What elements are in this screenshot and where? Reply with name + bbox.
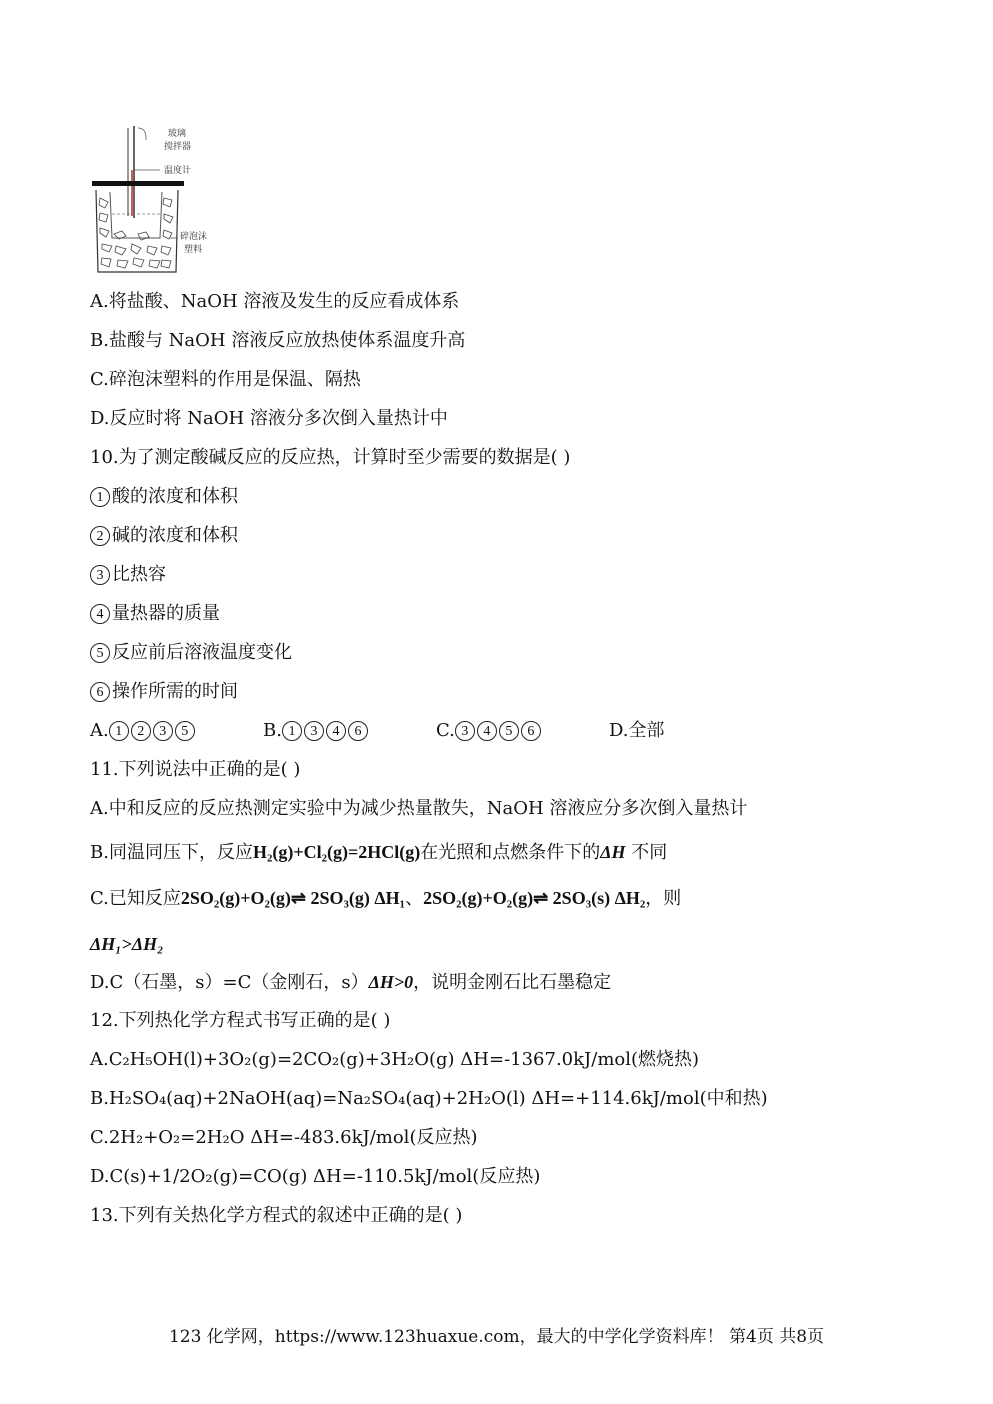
equation: 2SO₂(g)+O₂(g)⇌ 2SO₃(s) ΔH₂ (423, 888, 646, 908)
q9-option-a: A.将盐酸、NaOH 溶液及发生的反应看成体系 (90, 291, 460, 312)
calorimeter-figure (88, 118, 238, 284)
q9-option-c: C.碎泡沫塑料的作用是保温、隔热 (90, 369, 361, 390)
q10-item-text: 量热器的质量 (112, 603, 220, 624)
q11-option-c-relation: ΔH₁>ΔH₂ (90, 934, 164, 954)
q12-stem: 12.下列热化学方程式书写正确的是( ) (90, 1010, 391, 1031)
circled-number: 1 (90, 487, 110, 507)
circled-number: 2 (131, 721, 151, 741)
q10-option-a (90, 719, 263, 743)
circled-number: 3 (304, 721, 324, 741)
page-footer: 123 化学网，https://www.123huaxue.com，最大的中学化学资料库！ 第4页 共8页 (168, 1327, 825, 1347)
q10-item (90, 485, 238, 509)
q10-options (90, 719, 665, 743)
q11-stem: 11.下列说法中正确的是( ) (90, 759, 301, 780)
option-label: C. (436, 720, 455, 741)
text-segment: ，说明金刚石比石墨稳定 (413, 972, 612, 993)
circled-number: 1 (109, 721, 129, 741)
q10-item-text: 反应前后溶液温度变化 (112, 642, 292, 663)
label-stirrer: 搅拌器 (164, 142, 192, 152)
q10-item-text: 比热容 (112, 564, 166, 585)
q10-item (90, 524, 238, 548)
q12-option-d: D.C(s)+1/2O₂(g)=CO(g) ΔH=-110.5kJ/mol(反应热) (90, 1166, 541, 1187)
label-foam: 碎泡沫 (180, 232, 208, 242)
text-segment: 不同 (625, 842, 668, 863)
text-segment: C.已知反应 (90, 888, 181, 909)
circled-number: 6 (521, 721, 541, 741)
circled-number: 5 (175, 721, 195, 741)
q10-option-d: D.全部 (609, 720, 665, 741)
circled-number: 4 (477, 721, 497, 741)
option-label: A. (90, 720, 109, 741)
text-segment: 、 (405, 888, 424, 909)
q12-option-c: C.2H₂+O₂=2H₂O ΔH=-483.6kJ/mol(反应热) (90, 1127, 478, 1148)
circled-number: 5 (499, 721, 519, 741)
q10-item (90, 680, 238, 704)
text-segment: ，则 (645, 888, 682, 909)
equation: H₂(g)+Cl₂(g)=2HCl(g) (252, 842, 421, 862)
q13-stem: 13.下列有关热化学方程式的叙述中正确的是( ) (90, 1205, 463, 1226)
q10-item (90, 602, 220, 626)
q10-stem: 10.为了测定酸碱反应的反应热，计算时至少需要的数据是( ) (90, 447, 571, 468)
circled-number: 1 (282, 721, 302, 741)
q11-option-c (90, 886, 681, 911)
label-plastic: 塑料 (184, 245, 203, 255)
delta-h: ΔH (600, 842, 626, 862)
label-glass: 玻璃 (168, 129, 187, 139)
q11-option-d (90, 970, 611, 995)
q11-option-b (90, 840, 667, 865)
q9-option-b: B.盐酸与 NaOH 溶液反应放热使体系温度升高 (90, 330, 466, 351)
q11-option-a: A.中和反应的反应热测定实验中为减少热量散失，NaOH 溶液应分多次倒入量热计 (90, 798, 748, 819)
q9-option-d: D.反应时将 NaOH 溶液分多次倒入量热计中 (90, 408, 448, 429)
circled-number: 3 (153, 721, 173, 741)
q10-item (90, 563, 166, 587)
q10-option-b (263, 719, 436, 743)
q10-item (90, 641, 292, 665)
q10-item-text: 碱的浓度和体积 (112, 525, 238, 546)
q10-option-c (436, 719, 609, 743)
circled-number: 6 (90, 682, 110, 702)
text-segment: D.C（石墨，s）=C（金刚石，s） (90, 972, 369, 993)
circled-number: 3 (90, 565, 110, 585)
q12-option-b: B.H₂SO₄(aq)+2NaOH(aq)=Na₂SO₄(aq)+2H₂O(l) ΔH=+114.6kJ/mol(中和热) (90, 1088, 768, 1109)
circled-number: 4 (326, 721, 346, 741)
circled-number: 5 (90, 643, 110, 663)
circled-number: 3 (455, 721, 475, 741)
circled-number: 2 (90, 526, 110, 546)
text-segment: 在光照和点燃条件下的 (420, 842, 601, 863)
q10-item-text: 酸的浓度和体积 (112, 486, 238, 507)
delta-h: ΔH>0 (368, 972, 414, 992)
text-segment: B.同温同压下，反应 (90, 842, 253, 863)
q10-item-text: 操作所需的时间 (112, 681, 238, 702)
label-thermometer: 温度计 (164, 166, 192, 176)
circled-number: 4 (90, 604, 110, 624)
option-label: B. (263, 720, 282, 741)
q12-option-a: A.C₂H₅OH(l)+3O₂(g)=2CO₂(g)+3H₂O(g) ΔH=-1367.0kJ/mol(燃烧热) (90, 1049, 700, 1070)
equation: 2SO₂(g)+O₂(g)⇌ 2SO₃(g) ΔH₁ (180, 888, 406, 908)
circled-number: 6 (348, 721, 368, 741)
